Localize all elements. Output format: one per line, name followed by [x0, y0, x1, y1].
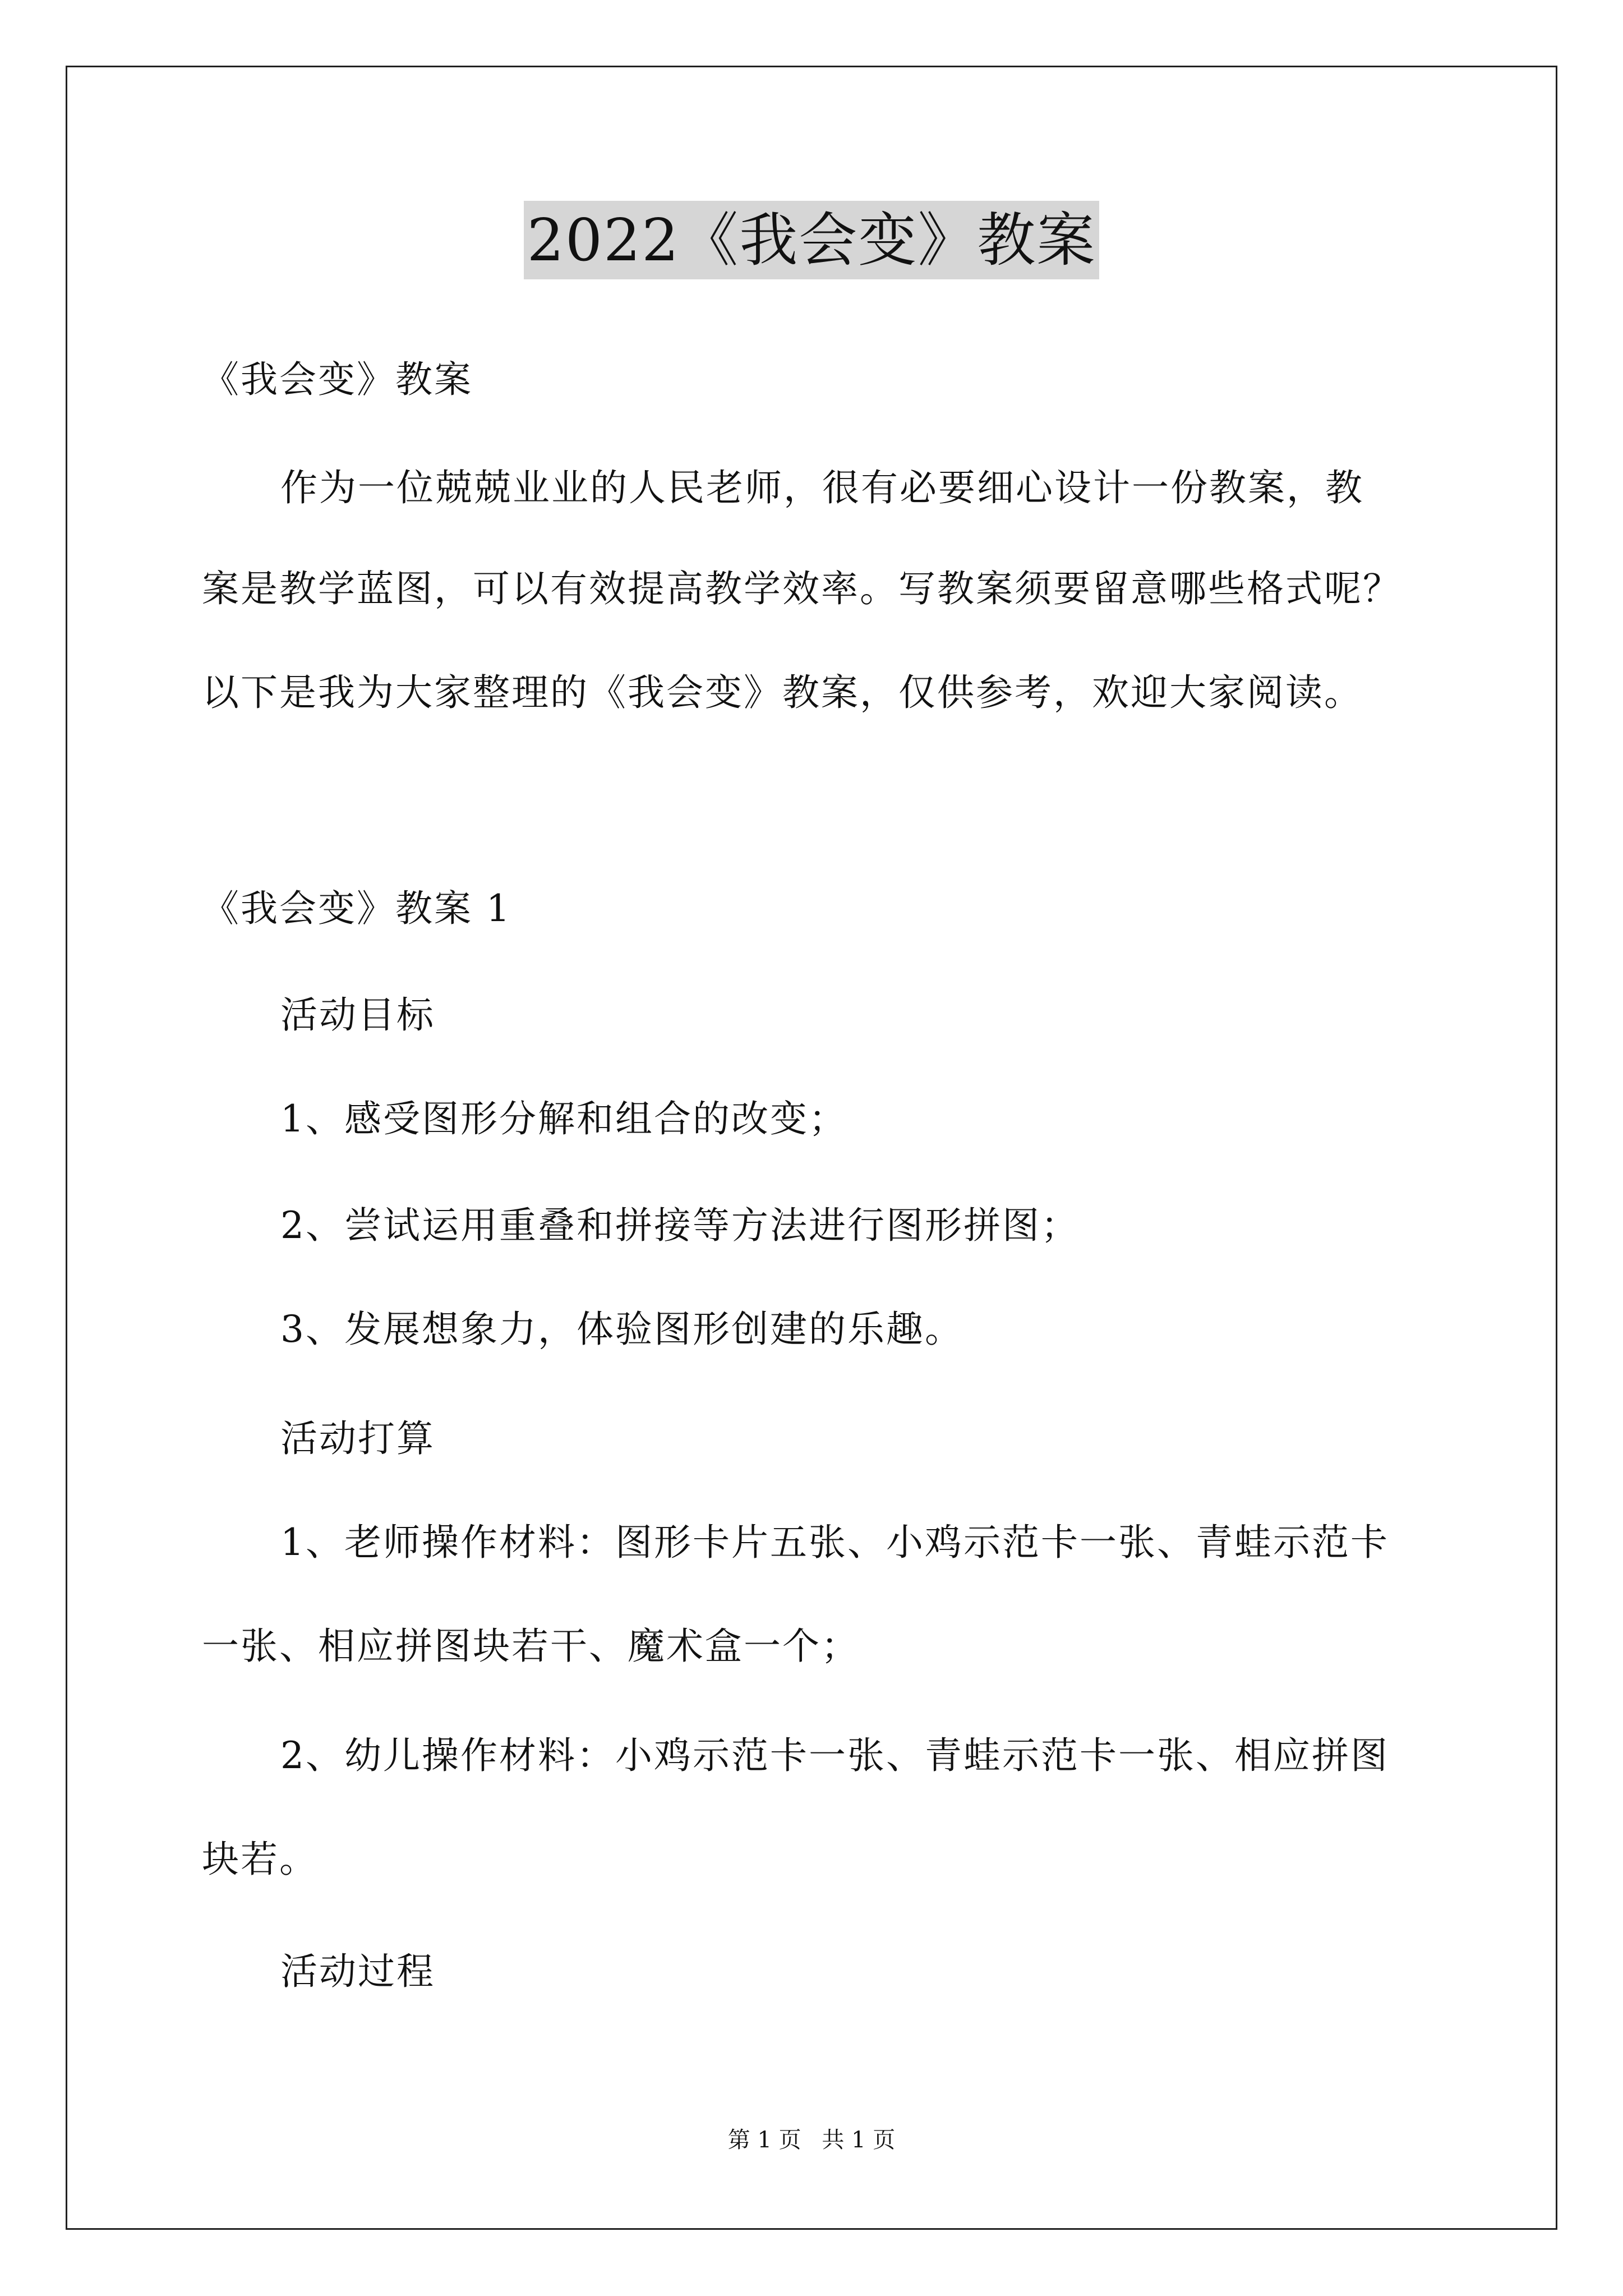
intro-line: 作为一位兢兢业业的人民老师，很有必要细心设计一份教案，教	[280, 466, 1364, 509]
goal-item: 1、感受图形分解和组合的改变；	[280, 1097, 847, 1140]
intro-line: 案是教学蓝图，可以有效提高教学效率。写教案须要留意哪些格式呢？	[202, 567, 1401, 610]
prep-line: 2、幼儿操作材料：小鸡示范卡一张、青蛙示范卡一张、相应拼图	[280, 1734, 1389, 1777]
title-container	[0, 201, 1623, 279]
page-total: 共 1 页	[822, 2127, 896, 2153]
page-number: 第 1 页	[727, 2127, 801, 2153]
intro-line: 以下是我为大家整理的《我会变》教案，仅供参考，欢迎大家阅读。	[202, 671, 1363, 714]
page-footer	[0, 2123, 1623, 2157]
subtitle: 《我会变》教案	[202, 358, 473, 401]
goal-item: 2、尝试运用重叠和拼接等方法进行图形拼图；	[280, 1204, 1080, 1247]
prep-heading: 活动打算	[280, 1417, 435, 1460]
goal-item: 3、发展想象力，体验图形创建的乐趣。	[280, 1308, 963, 1351]
section-heading: 《我会变》教案 1	[202, 887, 511, 930]
process-heading: 活动过程	[280, 1950, 435, 1993]
prep-line: 1、老师操作材料：图形卡片五张、小鸡示范卡一张、青蛙示范卡	[280, 1521, 1389, 1564]
goals-heading: 活动目标	[280, 993, 435, 1037]
page-title: 2022《我会变》教案	[524, 201, 1100, 279]
prep-line: 块若。	[202, 1838, 318, 1881]
prep-line: 一张、相应拼图块若干、魔术盒一个；	[202, 1625, 860, 1668]
